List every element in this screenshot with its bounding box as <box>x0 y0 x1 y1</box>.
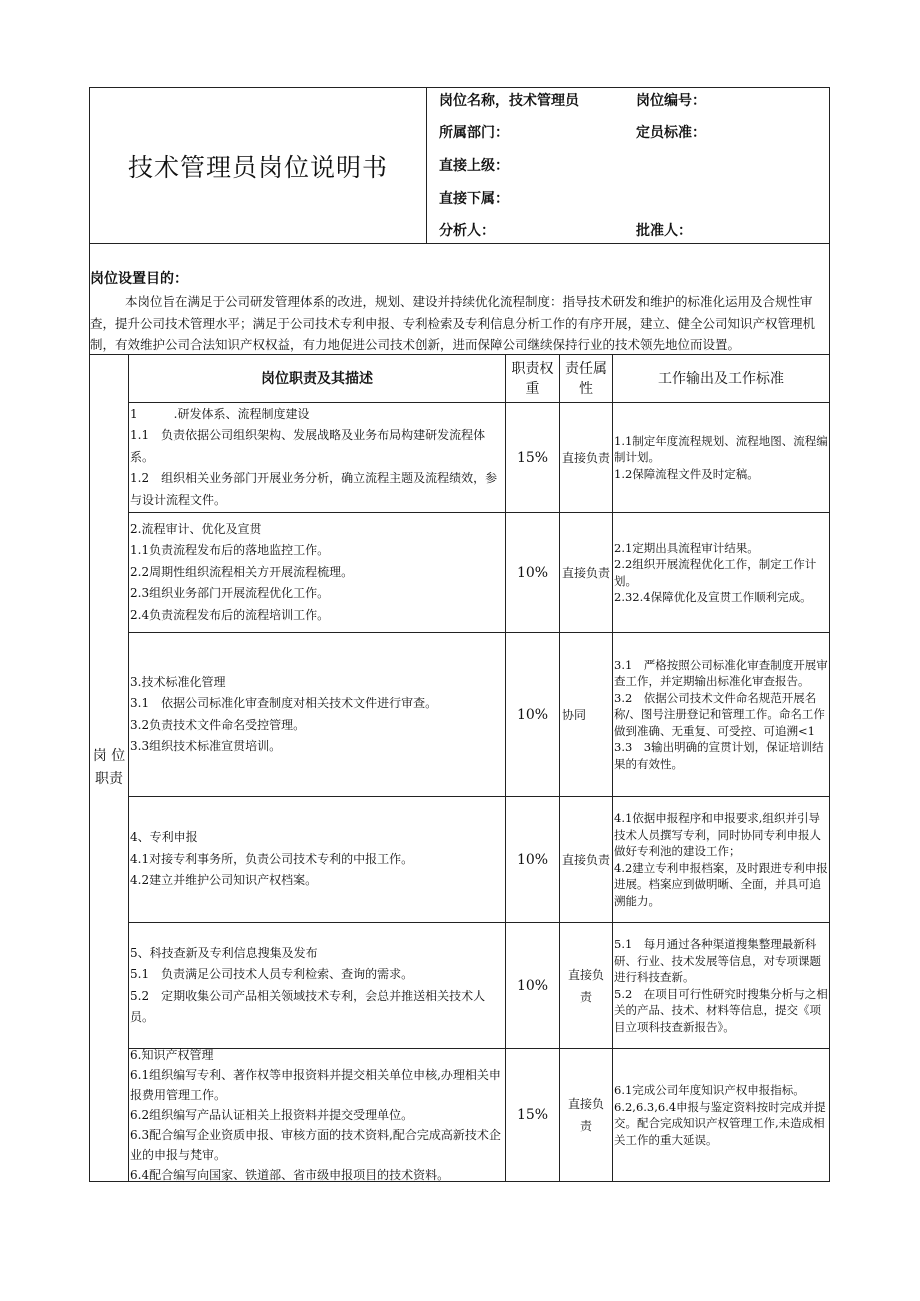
purpose-heading: 岗位设置目的： <box>90 271 188 287</box>
duty-attribute: 直接负责 <box>568 1097 605 1133</box>
description-line: 4.2建立并维护公司知识产权档案。 <box>130 873 318 888</box>
duty-weight: 10% <box>516 706 549 723</box>
output-line: 2.32.4保障优化及宣贯工作顺利完成。 <box>614 590 812 604</box>
description-line: 1.1负责流程发布后的落地监控工作。 <box>130 543 330 558</box>
duty-output <box>614 1049 828 1181</box>
department-field: 所属部门： <box>439 125 509 141</box>
col-header-description: 岗位职责及其描述 <box>261 370 373 387</box>
duty-attribute: 直接负责 <box>561 852 610 867</box>
document-title: 技术管理员岗位说明书 <box>127 152 388 182</box>
description-line: 1 .研发体系、流程制度建设 <box>130 406 310 421</box>
duty-weight: 10% <box>516 977 549 994</box>
output-line: 5.2 在项目可行性研究时搜集分析与之相关的产品、技术、材料等信息，提交《项目立项科技查新报告》。 <box>614 986 828 1034</box>
duty-attribute: 直接负责 <box>561 565 610 580</box>
duty-output <box>614 797 828 922</box>
duty-output <box>614 403 828 512</box>
duty-description <box>130 513 502 632</box>
duty-output <box>614 923 828 1048</box>
header-divider <box>426 88 427 243</box>
description-line: 5、科技查新及专利信息搜集及发布 <box>130 945 318 960</box>
description-line: 6.1组织编写专利、著作权等申报资料并提交相关单位申核,办理相关申报费用管理工作。 <box>130 1068 501 1102</box>
position-no-field: 岗位编号： <box>636 93 706 109</box>
description-line: 6.2组织编写产品认证相关上报资料并提交受理单位。 <box>130 1108 414 1122</box>
output-line: 4.2建立专利申报档案，及时跟进专利申报进展。档案应到做明晰、全面，并具可追溯能力。 <box>614 860 828 908</box>
description-line: 6.知识产权管理 <box>130 1048 214 1062</box>
description-line: 5.2 定期收集公司产品相关领域技术专利，会总并推送相关技术人员。 <box>130 988 486 1024</box>
col-header-attribute: 责任属性 <box>565 360 607 397</box>
description-line: 5.1 负责满足公司技术人员专利检索、查询的需求。 <box>130 967 414 981</box>
description-line: 2.4负责流程发布后的流程培训工作。 <box>130 607 330 622</box>
description-line: 2.3组织业务部门开展流程优化工作。 <box>130 586 330 601</box>
duty-attribute: 直接负责 <box>561 450 610 465</box>
description-line: 3.3组织技术标准宣贯培训。 <box>130 739 282 753</box>
description-line: 4.1对接专利事务所，负责公司技术专利的中报工作。 <box>130 851 414 866</box>
col-header-weight: 职责权重 <box>511 360 554 397</box>
duty-description <box>130 633 502 796</box>
duty-weight: 10% <box>516 564 549 581</box>
description-line: 3.1 依据公司标准化审查制度对相关技术文件进行审查。 <box>130 696 438 710</box>
headcount-field: 定员标准： <box>636 125 706 141</box>
duty-weight: 10% <box>516 851 549 868</box>
duties-side-label <box>90 745 128 791</box>
superior-field: 直接上级： <box>439 158 509 174</box>
output-line: 1.2保障流程文件及时定稿。 <box>614 466 759 481</box>
position-name-field: 岗位名称，技术管理员 <box>439 93 579 109</box>
table-right-border <box>829 354 830 1182</box>
duty-output <box>614 513 828 632</box>
output-line: 3.1 严格按照公司标准化审查制度开展审查工作，并定期输出标准化审查报告。 <box>614 657 828 689</box>
description-line: 1.2 组织相关业务部门开展业务分析，确立流程主题及流程绩效，参与设计流程文件。 <box>130 471 498 507</box>
output-line: 2.2组织开展流程优化工作，制定工作计划。 <box>614 557 817 588</box>
output-line: 4.1依据申报程序和申报要求,组织并引导技术人员撰写专利，同时协同专利申报人做好专利池的建设工作； <box>614 811 821 858</box>
duty-attribute: 直接负责 <box>568 967 605 1004</box>
col-header-output: 工作输出及工作标准 <box>658 370 784 387</box>
description-line: 6.3配合编写企业资质申报、审核方面的技术资料,配合完成高新技术企业的申报与梵审。 <box>130 1128 501 1162</box>
description-line: 6.4配合编写向国家、铁道部、省市级申报项目的技术资料。 <box>130 1168 450 1182</box>
duty-description <box>130 923 502 1048</box>
description-line: 3.技术标准化管理 <box>130 674 226 689</box>
duty-attribute: 协同 <box>562 707 587 722</box>
duty-description <box>130 403 502 512</box>
description-line: 2.流程审计、优化及宣贯 <box>130 521 262 536</box>
subordinate-field: 直接下属： <box>439 191 509 207</box>
output-line: 1.1制定年度流程规划、流程地图、流程编制计划。 <box>614 433 828 465</box>
duty-description <box>130 1049 502 1181</box>
output-line: 6.2,6.3,6.4申报与鉴定资料按时完成并提交。配合完成知识产权管理工作,未造成相关工作的重大延误。 <box>614 1099 826 1147</box>
side-label-divider <box>128 354 129 1182</box>
side-label-line: 岗 位 <box>92 748 126 764</box>
description-line: 2.2周期性组织流程相关方开展流程梳理。 <box>130 564 354 579</box>
analyst-field: 分析人： <box>439 223 495 239</box>
output-line: 5.1 每月通过各种渠道搜集整理最新科研、行业、技术发展等信息，对专项课题进行科技查新。 <box>614 937 821 984</box>
output-line: 6.1完成公司年度知识产权申报指标。 <box>614 1083 805 1097</box>
duty-output <box>614 633 828 796</box>
duty-weight: 15% <box>516 1107 549 1123</box>
description-line: 1.1 负责依据公司组织架构、发展战略及业务布局构建研发流程体系。 <box>130 428 486 464</box>
output-line: 2.1定期出具流程审计结果。 <box>614 540 759 555</box>
duty-weight: 15% <box>516 449 549 466</box>
description-line: 3.2负责技术文件命名受控管理。 <box>130 717 306 732</box>
side-label-line: 职责 <box>95 771 123 787</box>
purpose-text: 本岗位旨在满足于公司研发管理体系的改进，规划、建设并持续优化流程制度：指导技术研发和维护的标准化运用及合规性审查，提升公司技术管理水平；满足于公司技术专利申报、专利检索及专利信息分析工作的有序开展，建立、健全公司知识产权管理机制，有效维护公司合法知识产权权益，有力地促进公司技术创新，进而保障公司继续保持行业的技术领先地位而设置。 <box>90 294 816 352</box>
approver-field: 批准人： <box>636 223 692 239</box>
duty-description <box>130 797 502 922</box>
output-line: 3.2 依据公司技术文件命名规范开展名称/、图号注册登记和管理工作。命名工作做到准确、无重复、可受控、可追溯<1 <box>614 690 825 738</box>
output-line: 3.3 3输出明确的宣贯计划，保证培训结果的有效性。 <box>614 740 824 771</box>
description-line: 4、专利申报 <box>130 830 198 845</box>
